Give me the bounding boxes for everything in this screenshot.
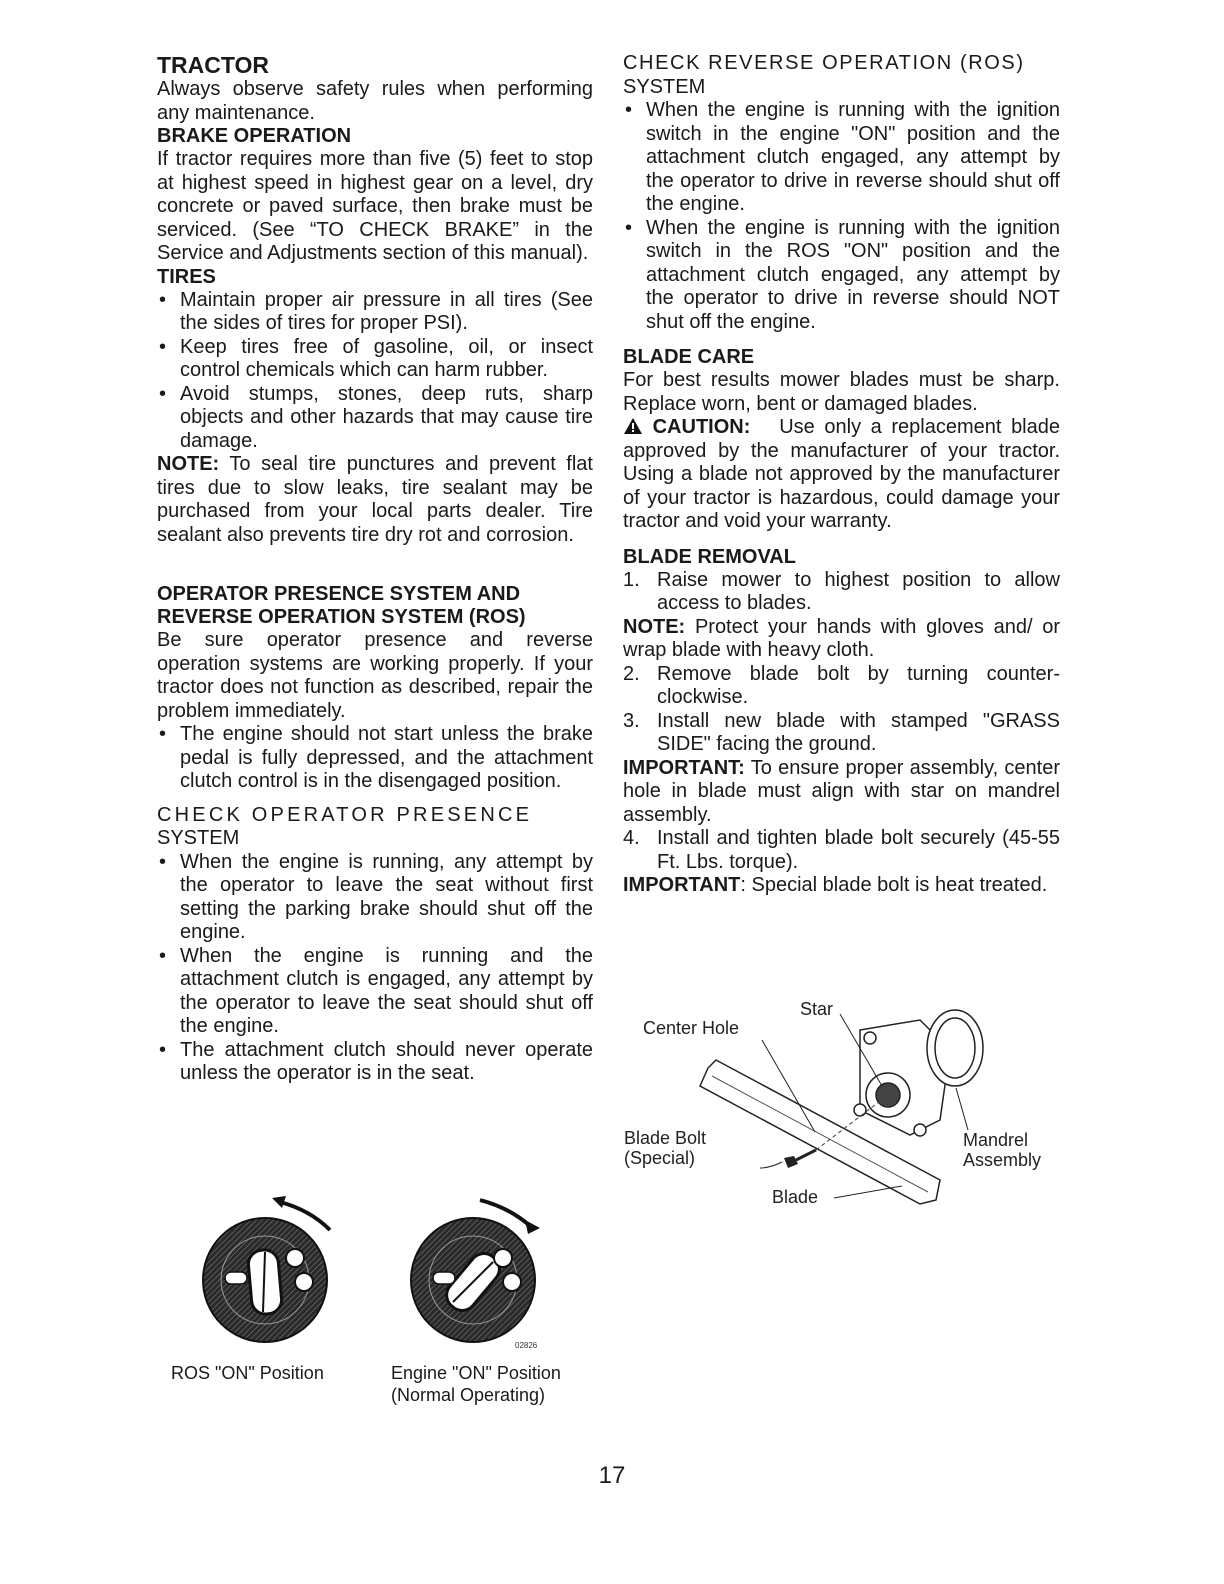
mandrel-assembly-illustration	[854, 1010, 983, 1136]
tractor-text: Always observe safety rules when performing any maintenance.	[157, 78, 593, 124]
list-item: • Keep tires free of gasoline, oil, or insect control chemicals which can harm rubber.	[159, 335, 593, 381]
check-ros-heading: CHECK REVERSE OPERATION (ROS) SYSTEM	[623, 52, 1025, 98]
figure-code: 02826	[515, 1341, 538, 1350]
label-blade-bolt: Blade Bolt (Special)	[624, 1128, 707, 1168]
caption-ros-on: ROS "ON" Position	[171, 1363, 324, 1383]
list-item: 2. Remove blade bolt by turning counter-clockwise.	[623, 662, 1060, 708]
list-item: • When the engine is running and the attachment clutch is engaged, any attempt by the operator to leave the seat should shut off the engine.	[159, 944, 593, 1037]
ros-on-switch-icon	[203, 1196, 330, 1342]
check-operator-presence-heading: CHECK OPERATOR PRESENCE SYSTEM	[157, 803, 533, 849]
list-item: • The engine should not start unless the brake pedal is fully depressed, and the attachment clutch control is in the disengaged position.	[159, 723, 593, 792]
list-item: • When the engine is running, any attempt by the operator to leave the seat without first setting the parking brake should shut off the engine.	[159, 850, 593, 943]
label-blade: Blade	[772, 1187, 819, 1207]
blade-care-heading: BLADE CARE	[623, 346, 755, 368]
label-star: Star	[800, 999, 834, 1019]
list-item: • When the engine is running with the ignition switch in the engine "ON" position and the attachment clutch engaged, any attempt by the operator to drive in reverse should shut off the engine.	[625, 99, 1060, 215]
blade-care-text: For best results mower blades must be sharp. Replace worn, bent or damaged blades.	[623, 369, 1060, 415]
page-number: 17	[598, 1462, 626, 1489]
caution-notice: CAUTION: Use only a replacement blade approved by the manufacturer of your tractor. Using a blade not approved by the manufacturer of your tractor is hazardous, could damage your tractor and void your warranty.	[623, 416, 1060, 532]
blade-removal-note: NOTE: Protect your hands with gloves and/ or wrap blade with heavy cloth.	[623, 615, 1061, 661]
tires-note: NOTE: To seal tire punctures and prevent flat tires due to slow leaks, tire sealant may be purchased from your local parts dealer. Tire sealant also prevents tire dry rot and corrosion.	[157, 453, 593, 546]
important-note: IMPORTANT: To ensure proper assembly, center hole in blade must align with star on mandrel assembly.	[623, 756, 1060, 826]
tractor-heading: TRACTOR	[157, 52, 270, 78]
engine-on-switch-icon	[411, 1200, 540, 1342]
caption-engine-on: Engine "ON" Position (Normal Operating)	[391, 1363, 561, 1405]
label-center-hole: Center Hole	[643, 1018, 740, 1038]
list-item: • Avoid stumps, stones, deep ruts, sharp objects and other hazards that may cause tire damage.	[159, 382, 593, 452]
important-note-2: IMPORTANT: Special blade bolt is heat treated.	[623, 874, 1048, 896]
list-item: • The attachment clutch should never operate unless the operator is in the seat.	[159, 1038, 593, 1084]
brake-heading: BRAKE OPERATION	[157, 125, 352, 147]
brake-text: If tractor requires more than five (5) feet to stop at highest speed in highest gear on a level, dry concrete or paved surface, then brake must be serviced. (See “TO CHECK BRAKE” in the Service and Adjustments section of this manual).	[157, 148, 593, 264]
list-item: 3. Install new blade with stamped "GRASS SIDE" facing the ground.	[623, 709, 1060, 755]
list-item: • Maintain proper air pressure in all tires (See the sides of tires for proper PSI).	[159, 288, 593, 334]
tires-heading: TIRES	[157, 265, 216, 288]
ops-text: Be sure operator presence and reverse operation systems are working properly. If your tractor does not function as described, repair the problem immediately.	[157, 629, 593, 722]
ignition-switch-figure	[190, 1190, 590, 1360]
ops-heading: OPERATOR PRESENCE SYSTEM AND REVERSE OPERATION SYSTEM (ROS)	[157, 583, 526, 628]
left-column	[157, 52, 593, 1086]
blade-removal-heading: BLADE REMOVAL	[623, 545, 796, 568]
list-item: 4. Install and tighten blade bolt securely (45-55 Ft. Lbs. torque).	[623, 827, 1060, 873]
right-column	[623, 52, 1060, 898]
warning-icon	[623, 417, 643, 435]
list-item: 1. Raise mower to highest position to allow access to blades.	[623, 568, 1060, 614]
list-item: • When the engine is running with the ignition switch in the ROS "ON" position and the attachment clutch engaged, any attempt by the operator to drive in reverse should NOT shut off the engine.	[625, 216, 1060, 333]
label-mandrel-assembly: Mandrel Assembly	[963, 1130, 1042, 1170]
blade-bolt-illustration	[784, 1150, 816, 1168]
